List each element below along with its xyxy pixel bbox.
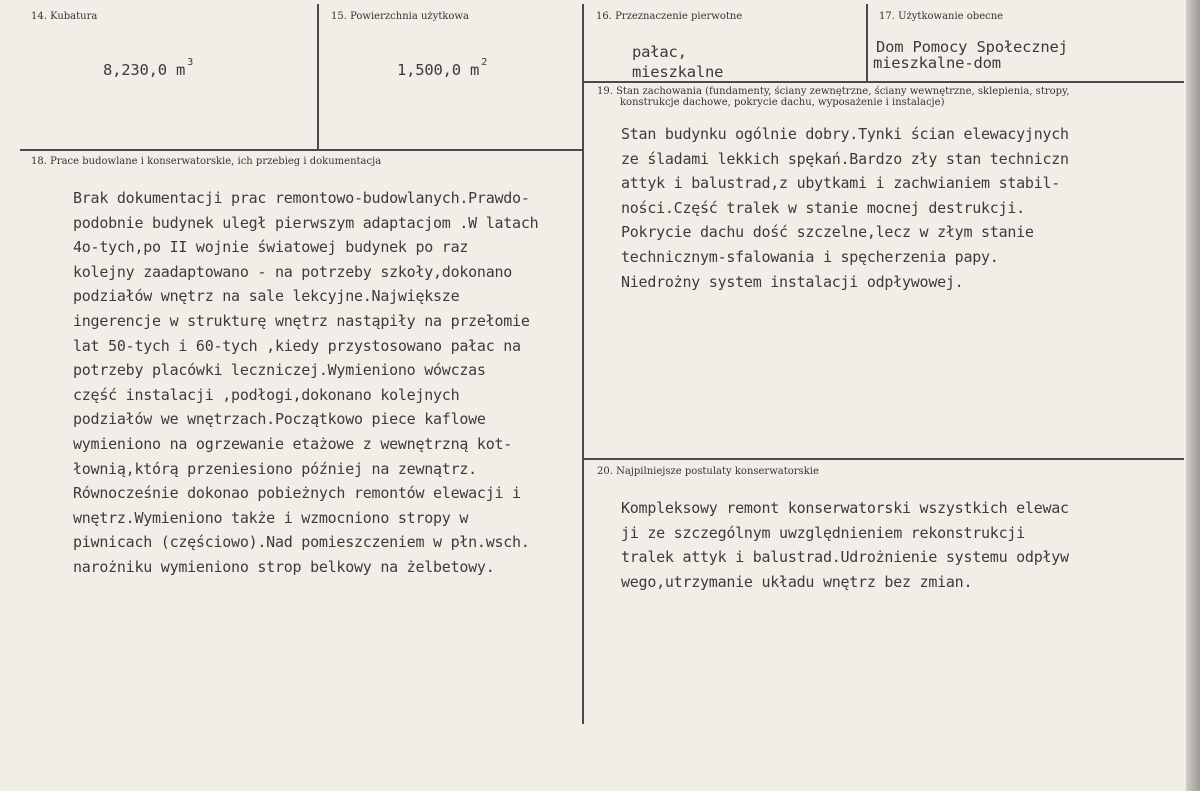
field-19-text-line: attyk i balustrad,z ubytkami i zachwianiem stabil-	[621, 174, 1061, 193]
field-20-text-line: ji ze szczególnym uwzględnieniem rekonstrukcji	[621, 523, 1025, 542]
field-18-text-line: podobnie budynek uległ pierwszym adaptacjom .W latach	[73, 213, 539, 232]
divider-v-14-15	[317, 4, 319, 149]
field-18-text-line: część instalacji ,podłogi,dokonano kolejnych	[73, 385, 460, 404]
field-18-label: 18. Prace budowlane i konserwatorskie, ich przebieg i dokumentacja	[31, 156, 382, 167]
field-14-unit-exponent: 3	[187, 57, 194, 68]
divider-h-top-right	[584, 81, 1184, 83]
field-18-text-line: Równocześnie dokonao pobieżnych remontów elewacji i	[73, 484, 521, 503]
field-20-text-line: wego,utrzymanie układu wnętrz bez zmian.	[621, 572, 973, 591]
field-18-text-line: piwnicach (częściowo).Nad pomieszczeniem w płn.wsch.	[73, 533, 530, 552]
divider-v-main	[582, 4, 584, 724]
field-19-text-line: Stan budynku ogólnie dobry.Tynki ścian elewacyjnych	[621, 125, 1069, 143]
field-17-line-1: Dom Pomocy Społecznej	[876, 38, 1068, 56]
field-19-text-line: ności.Część tralek w stanie mocnej destrukcji.	[621, 198, 1025, 217]
field-19-label-line-2: konstrukcje dachowe, pokrycie dachu, wyposażenie i instalacje)	[620, 97, 945, 108]
field-15-label: 15. Powierzchnia użytkowa	[331, 11, 469, 22]
field-19-text-line: Pokrycie dachu dość szczelne,lecz w złym stanie	[621, 223, 1034, 242]
field-18-text-line: Brak dokumentacji prac remontowo-budowlanych.Prawdo-	[73, 189, 530, 207]
field-16-label: 16. Przeznaczenie pierwotne	[596, 11, 743, 22]
field-20-text	[621, 496, 1069, 594]
field-19-text-line: Niedrożny system instalacji odpływowej.	[621, 272, 964, 291]
field-18-text-line: łownią,którą przeniesiono później na zewnątrz.	[73, 459, 477, 478]
field-18-text-line: ingerencje w strukturę wnętrz nastąpiły na przełomie	[73, 311, 530, 330]
field-16-line-1: pałac,	[632, 43, 687, 61]
field-18-text-line: podziałów we wnętrzach.Początkowo piece kaflowe	[73, 410, 486, 429]
field-15-number: 1,500,0 m	[397, 61, 480, 79]
field-18-text-line: wnętrz.Wymieniono także i wzmocniono stropy w	[73, 508, 469, 527]
field-17-label: 17. Użytkowanie obecne	[879, 11, 1004, 22]
field-20-text-line: Kompleksowy remont konserwatorski wszystkich elewac	[621, 499, 1069, 517]
field-19-text-line: technicznym-sfalowania i spęcherzenia papy.	[621, 247, 999, 266]
divider-h-left-18	[20, 149, 583, 151]
field-18-text-line: lat 50-tych i 60-tych ,kiedy przystosowano pałac na	[73, 336, 521, 355]
field-18-text-line: podziałów wnętrz na sale lekcyjne.Największe	[73, 287, 460, 306]
field-18-text-line: kolejny zaadaptowano - na potrzeby szkoły,dokonano	[73, 262, 513, 281]
field-14-value	[103, 57, 194, 79]
field-18-text-line: narożniku wymieniono strop belkowy na żelbetowy.	[73, 557, 495, 576]
field-19-text	[621, 122, 1069, 294]
field-16-line-2: mieszkalne	[632, 63, 724, 80]
field-17-line-2: mieszkalne-dom	[873, 54, 1001, 72]
field-20-label: 20. Najpilniejsze postulaty konserwatorskie	[597, 466, 819, 477]
divider-h-right-20	[584, 458, 1184, 460]
field-18-text-line: 4o-tych,po II wojnie światowej budynek po raz	[73, 238, 469, 257]
field-19-label-line-1: 19. Stan zachowania (fundamenty, ściany zewnętrzne, ściany wewnętrzne, sklepienia, stropy,	[597, 86, 1070, 97]
field-18-text-line: potrzeby placówki leczniczej.Wymieniono wówczas	[73, 361, 486, 380]
field-18-text-line: wymieniono na ogrzewanie etażowe z wewnętrzną kot-	[73, 434, 513, 453]
field-15-value	[397, 57, 488, 79]
card-right-edge	[1186, 0, 1200, 791]
divider-v-16-17	[866, 4, 868, 82]
field-14-number: 8,230,0 m	[103, 61, 186, 79]
field-15-unit-exponent: 2	[481, 57, 488, 68]
field-18-text	[73, 186, 538, 580]
field-20-text-line: tralek attyk i balustrad.Udrożnienie systemu odpływ	[621, 548, 1069, 567]
field-19-text-line: ze śladami lekkich spękań.Bardzo zły stan techniczn	[621, 149, 1069, 168]
field-14-label: 14. Kubatura	[31, 11, 98, 22]
